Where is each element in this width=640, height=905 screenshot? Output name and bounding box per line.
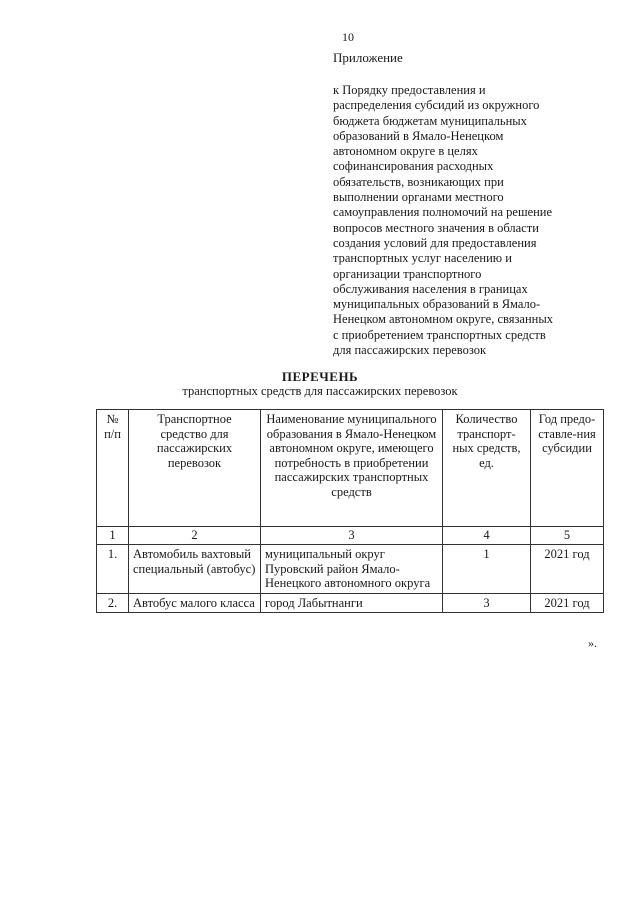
appendix-line: автономном округе в целях [333, 144, 478, 159]
column-number: 4 [443, 527, 531, 545]
header-cell-municipality: Наименование муниципального образования в Ямало-Ненецком автономном округе, имеющего потребность в приобретении пассажирских транспортных средств [261, 410, 443, 527]
header-cell-number: № п/п [97, 410, 129, 527]
column-number: 5 [531, 527, 604, 545]
row-vehicle: Автомобиль вахтовый специальный (автобус) [129, 545, 261, 594]
row-vehicle: Автобус малого класса [129, 593, 261, 613]
row-municipality: город Лабытнанги [261, 593, 443, 613]
appendix-line: распределения субсидий из окружного [333, 98, 540, 113]
table-row [97, 545, 604, 594]
row-number: 2. [97, 593, 129, 613]
appendix-line: муниципальных образований в Ямало- [333, 297, 541, 312]
appendix-line: с приобретением транспортных средств [333, 327, 546, 342]
header-cell-vehicle: Транспортное средство для пассажирских перевозок [129, 410, 261, 527]
appendix-line: создания условий для предоставления [333, 235, 537, 250]
column-number: 1 [97, 527, 129, 545]
appendix-line: к Порядку предоставления и [333, 83, 486, 97]
appendix-line: для пассажирских перевозок [333, 343, 487, 358]
header-cell-quantity: Количество транспорт-ных средств, ед. [443, 410, 531, 527]
appendix-line: самоуправления полномочий на решение [333, 205, 553, 220]
row-number: 1. [97, 545, 129, 594]
page-number: 10 [342, 30, 354, 44]
table-row [97, 593, 604, 613]
row-year: 2021 год [531, 545, 604, 594]
row-year: 2021 год [531, 593, 604, 613]
appendix-line: Ненецком автономном округе, связанных [333, 312, 553, 327]
appendix-text [333, 83, 608, 358]
column-number: 2 [129, 527, 261, 545]
document-title: ПЕРЕЧЕНЬ [281, 369, 359, 384]
header-cell-year: Год предо-ставле-ния субсидии [531, 410, 604, 527]
appendix-line: выполнении органами местного [333, 190, 504, 205]
row-municipality: муниципальный округ Пуровский район Ямало-Ненецкого автономного округа [261, 545, 443, 594]
appendix-line: бюджета бюджетам муниципальных [333, 113, 527, 128]
row-quantity: 3 [443, 593, 531, 613]
appendix-line: транспортных услуг населению и [333, 251, 512, 266]
appendix-line: обязательств, возникающих при [333, 174, 504, 189]
table-header-row [97, 410, 604, 527]
column-number: 3 [261, 527, 443, 545]
closing-quote: ». [588, 636, 597, 650]
appendix-line: софинансирования расходных [333, 159, 494, 174]
appendix-line: организации транспортного [333, 266, 482, 281]
appendix-line: образований в Ямало-Ненецком [333, 128, 504, 143]
column-numbers-row [97, 527, 604, 545]
document-subtitle: транспортных средств для пассажирских перевозок [182, 384, 458, 398]
row-quantity: 1 [443, 545, 531, 594]
appendix-label: Приложение [333, 50, 403, 65]
appendix-line: вопросов местного значения в области [333, 220, 539, 235]
appendix-line: обслуживания населения в границах [333, 281, 528, 296]
vehicles-table [96, 409, 604, 613]
